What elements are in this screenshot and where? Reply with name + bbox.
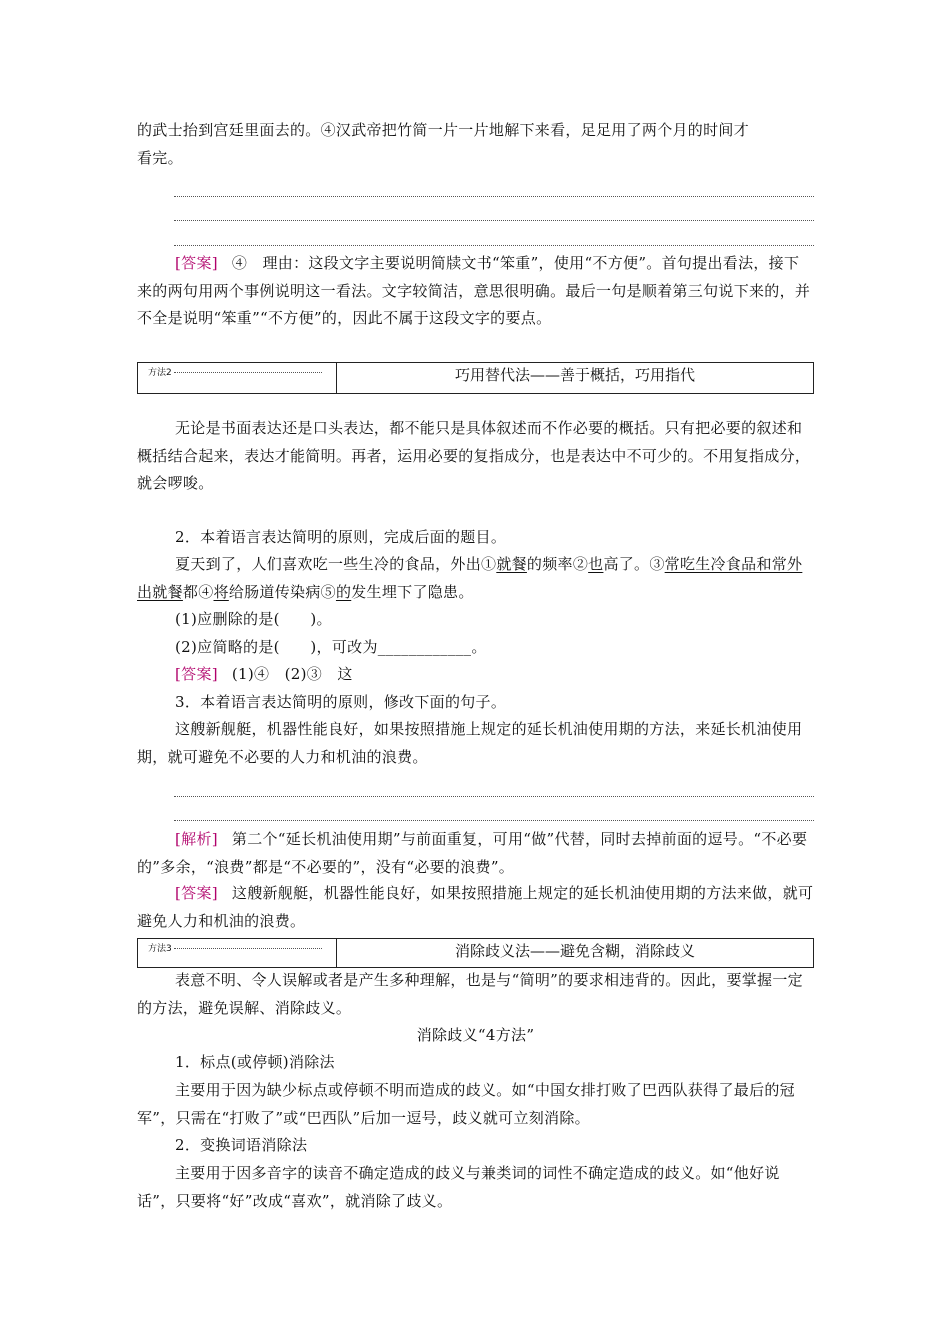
answer-label: [答案] [175, 254, 218, 272]
method-title: 消除歧义法——避免含糊，消除歧义 [454, 942, 695, 960]
analysis-label: [解析] [175, 830, 218, 848]
answer-blank-line [174, 220, 814, 221]
question-3-stem: 3．本着语言表达简明的原则，修改下面的句子。 [175, 693, 507, 711]
question-2-stem: 2．本着语言表达简明的原则，完成后面的题目。 [175, 528, 507, 546]
question-3-sentence: 这艘新舰艇，机器性能良好，如果按照措施上规定的延长机油使用期的方法，来延长机油使用期，就可避免不必要的人力和机油的浪费。 [137, 720, 803, 766]
way-1-title: 1．标点(或停顿)消除法 [175, 1053, 335, 1071]
way-2-title: 2．变换词语消除法 [175, 1136, 308, 1154]
method-2-intro: 无论是书面表达还是口头表达，都不能只是具体叙述而不作必要的概括。只有把必要的叙述和概括结合起来，表达才能简明。再者，运用必要的复指成分，也是表达中不可少的。不用复指成分，就会啰唆。 [137, 419, 811, 492]
method-2-box [137, 362, 814, 394]
question-2-sub-2: (2)应简略的是( )，可改为____________。 [175, 638, 487, 656]
answer-blank-line [174, 245, 814, 246]
way-2-text: 主要用于因多音字的读音不确定造成的歧义与兼类词的词性不确定造成的歧义。如“他好说话”，只要将“好”改成“喜欢”，就消除了歧义。 [137, 1164, 780, 1210]
answer-label: [答案] [175, 884, 218, 902]
answer-1: [答案] ④ 理由：这段文字主要说明简牍文书“笨重”，使用“不方便”。首句提出看法，接下来的两句用两个事例说明这一看法。文字较简洁，意思很明确。最后一句是顺着第三句说下来的，并不全是说明“笨重”“不方便”的，因此不属于这段文字的要点。 [137, 254, 811, 327]
method-title: 巧用替代法——善于概括，巧用指代 [454, 366, 695, 384]
analysis-3: [解析] 第二个“延长机油使用期”与前面重复，可用“做”代替，同时去掉前面的逗号。“不必要的”多余，“浪费”都是“不必要的”，没有“必要的浪费”。 [137, 830, 808, 876]
answer-blank-line [174, 796, 814, 797]
method-3-intro: 表意不明、令人误解或者是产生多种理解，也是与“简明”的要求相违背的。因此，要掌握一定的方法，避免误解、消除歧义。 [137, 971, 803, 1017]
answer-3: [答案] 这艘新舰艇，机器性能良好，如果按照措施上规定的延长机油使用期的方法来做，就可避免人力和机油的浪费。 [137, 884, 814, 930]
answer-blank-line [174, 196, 814, 197]
answer-label: [答案] [175, 665, 218, 683]
question-2-sub-1: (1)应删除的是( )。 [175, 610, 332, 628]
paragraph-continuation: 的武士抬到宫廷里面去的。④汉武帝把竹简一片一片地解下来看，足足用了两个月的时间才 看完。 [137, 121, 750, 167]
answer-blank-line [174, 820, 814, 821]
section-heading: 消除歧义“4方法” [416, 1026, 535, 1044]
method-3-box [137, 938, 814, 968]
answer-2: [答案] (1)④ (2)③ 这 [175, 665, 353, 683]
method-tag: 方法3 [138, 939, 337, 967]
question-2-passage: 夏天到了，人们喜欢吃一些生冷的食品，外出①就餐的频率②也高了。③常吃生冷食品和常外出就餐都④将给肠道传染病⑤的发生埋下了隐患。 [137, 555, 803, 601]
way-1-text: 主要用于因为缺少标点或停顿不明而造成的歧义。如“中国女排打败了巴西队获得了最后的冠军”，只需在“打败了”或“巴西队”后加一逗号，歧义就可立刻消除。 [137, 1081, 795, 1127]
method-tag: 方法2 [138, 363, 337, 393]
